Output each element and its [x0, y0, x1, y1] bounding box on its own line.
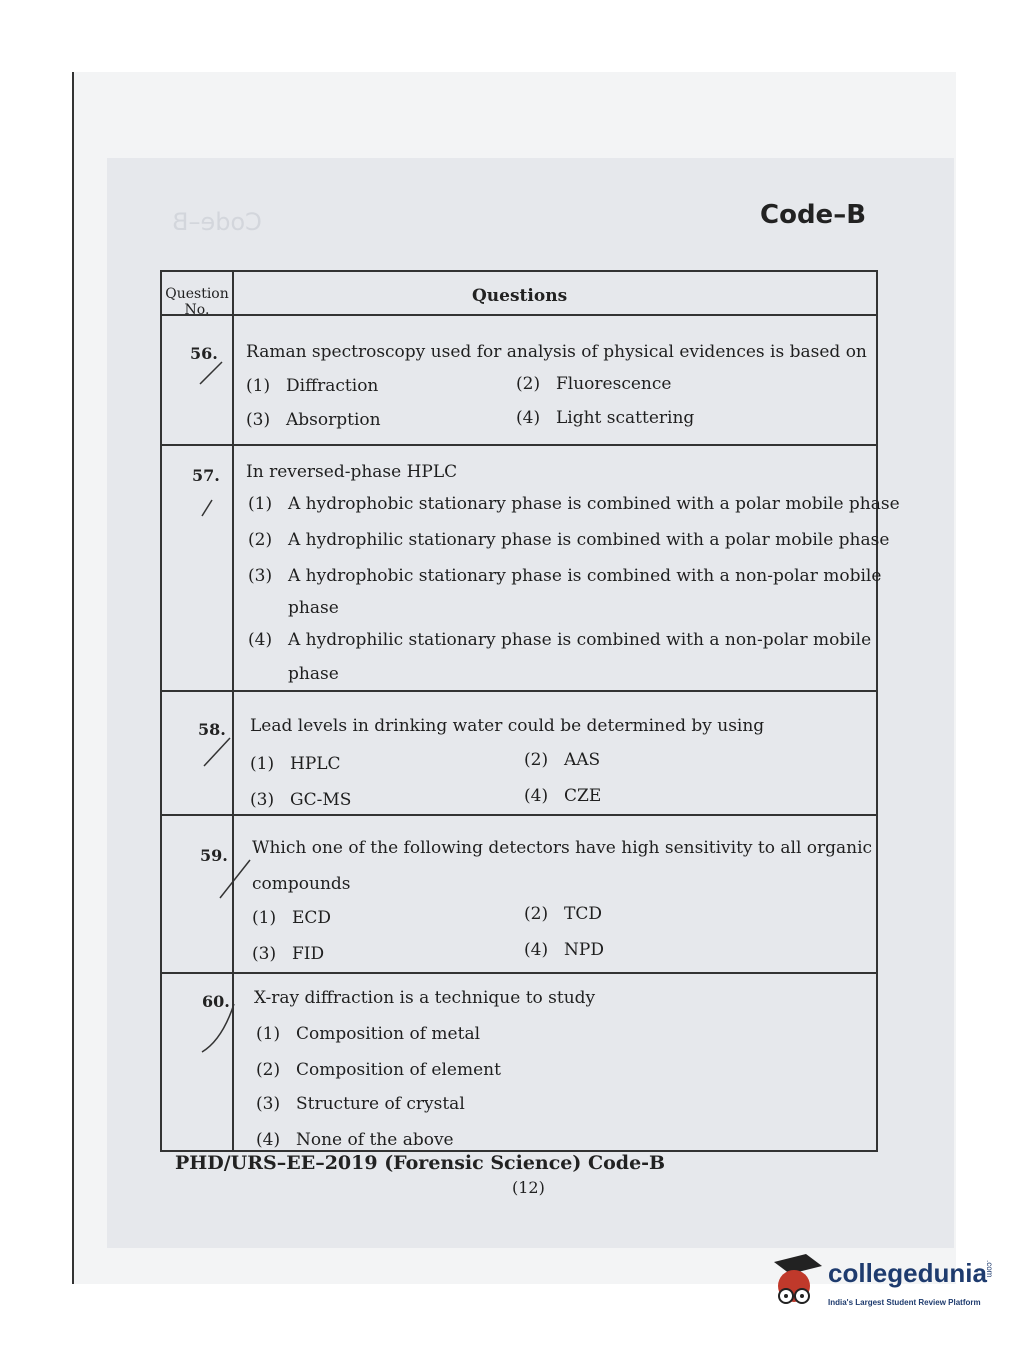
- option-text: Composition of metal: [296, 1024, 481, 1044]
- option-number: (3): [248, 566, 273, 586]
- option-text: A hydrophobic stationary phase is combined with a non-polar mobile: [288, 566, 882, 586]
- option-text: HPLC: [290, 754, 341, 774]
- collegedunia-logo: [768, 1250, 998, 1320]
- option-text: GC-MS: [290, 790, 352, 810]
- row-divider: [162, 690, 876, 692]
- question-text: Lead levels in drinking water could be determined by using: [250, 716, 765, 736]
- option-text: None of the above: [296, 1130, 454, 1150]
- option: [524, 904, 602, 924]
- option: [250, 790, 351, 810]
- header-divider: [162, 314, 876, 316]
- question-text: Raman spectroscopy used for analysis of physical evidences is based on: [246, 342, 867, 362]
- questions-table: [160, 270, 900, 1152]
- option-text: FID: [292, 944, 325, 964]
- question-number: 58.: [198, 720, 226, 739]
- option-text: CZE: [564, 786, 602, 806]
- option: [246, 376, 378, 396]
- option-number: (2): [524, 904, 549, 924]
- option-text: Absorption: [286, 410, 381, 430]
- page-number: (12): [512, 1178, 545, 1197]
- logo-tagline: India's Largest Student Review Platform: [828, 1298, 981, 1307]
- option-text: AAS: [564, 750, 601, 770]
- option-number: (2): [516, 374, 541, 394]
- tick-mark-icon: [198, 496, 218, 520]
- question-number: 60.: [202, 992, 230, 1011]
- option: [256, 1024, 480, 1044]
- option-number: (4): [516, 408, 541, 428]
- option-number: (2): [248, 530, 273, 550]
- option-number: (1): [256, 1024, 281, 1044]
- row-divider: [162, 814, 876, 816]
- option: [256, 1094, 465, 1114]
- column-header-question-no: Question No.: [165, 286, 229, 318]
- paper-code-heading: Code–B: [760, 200, 867, 230]
- option: [252, 908, 331, 928]
- question-number: 57.: [192, 466, 220, 485]
- question-text: In reversed-phase HPLC: [246, 462, 458, 482]
- option: [524, 940, 604, 960]
- tick-mark-icon: [200, 734, 236, 770]
- option: [250, 754, 341, 774]
- option-number: (3): [256, 1094, 281, 1114]
- option-text: Light scattering: [556, 408, 695, 428]
- bleed-through-code: Code–B: [172, 208, 262, 236]
- option-text: ECD: [292, 908, 332, 928]
- option: [246, 410, 381, 430]
- option-number: (2): [524, 750, 549, 770]
- option-number: (4): [256, 1130, 281, 1150]
- option-number: (1): [252, 908, 277, 928]
- option-continuation: phase: [288, 598, 339, 618]
- row-divider: [162, 444, 876, 446]
- question-number: 59.: [200, 846, 228, 865]
- option-text: TCD: [564, 904, 602, 924]
- option: [524, 786, 601, 806]
- option-number: (3): [252, 944, 277, 964]
- option-text: Structure of crystal: [296, 1094, 465, 1114]
- option: [252, 944, 324, 964]
- option-number: (4): [524, 786, 549, 806]
- option: [256, 1130, 454, 1150]
- option-text: A hydrophilic stationary phase is combined with a polar mobile phase: [288, 530, 890, 550]
- option-number: (4): [248, 630, 273, 650]
- option: [248, 630, 871, 650]
- option-number: (1): [248, 494, 273, 514]
- option-number: (3): [250, 790, 275, 810]
- option-text: A hydrophilic stationary phase is combined with a non-polar mobile: [288, 630, 872, 650]
- tick-mark-icon: [198, 1000, 238, 1056]
- option: [516, 374, 671, 394]
- option: [248, 494, 900, 514]
- option-text: Fluorescence: [556, 374, 672, 394]
- option-text: Diffraction: [286, 376, 379, 396]
- mascot-icon: [768, 1252, 826, 1314]
- tick-mark-icon: [196, 358, 226, 388]
- column-header-questions: Questions: [472, 286, 568, 306]
- logo-wordmark: collegedunia: [828, 1258, 987, 1288]
- option-text: A hydrophobic stationary phase is combined with a polar mobile phase: [288, 494, 900, 514]
- question-text: Which one of the following detectors have high sensitivity to all organic: [252, 838, 873, 858]
- tick-mark-icon: [216, 856, 256, 902]
- option: [524, 750, 600, 770]
- question-text: X-ray diffraction is a technique to study: [254, 988, 596, 1008]
- option: [248, 566, 881, 586]
- paper-footer-code: PHD/URS–EE–2019 (Forensic Science) Code-B: [175, 1152, 666, 1174]
- logo-suffix: .com: [985, 1260, 994, 1278]
- option: [516, 408, 694, 428]
- option-number: (1): [246, 376, 271, 396]
- option-number: (4): [524, 940, 549, 960]
- option-number: (3): [246, 410, 271, 430]
- option-continuation: phase: [288, 664, 339, 684]
- option-number: (2): [256, 1060, 281, 1080]
- question-number: 56.: [190, 344, 218, 363]
- question-text-continuation: compounds: [252, 874, 351, 894]
- option: [256, 1060, 501, 1080]
- row-divider: [162, 972, 876, 974]
- option-number: (1): [250, 754, 275, 774]
- option-text: Composition of element: [296, 1060, 501, 1080]
- option: [248, 530, 889, 550]
- option-text: NPD: [564, 940, 604, 960]
